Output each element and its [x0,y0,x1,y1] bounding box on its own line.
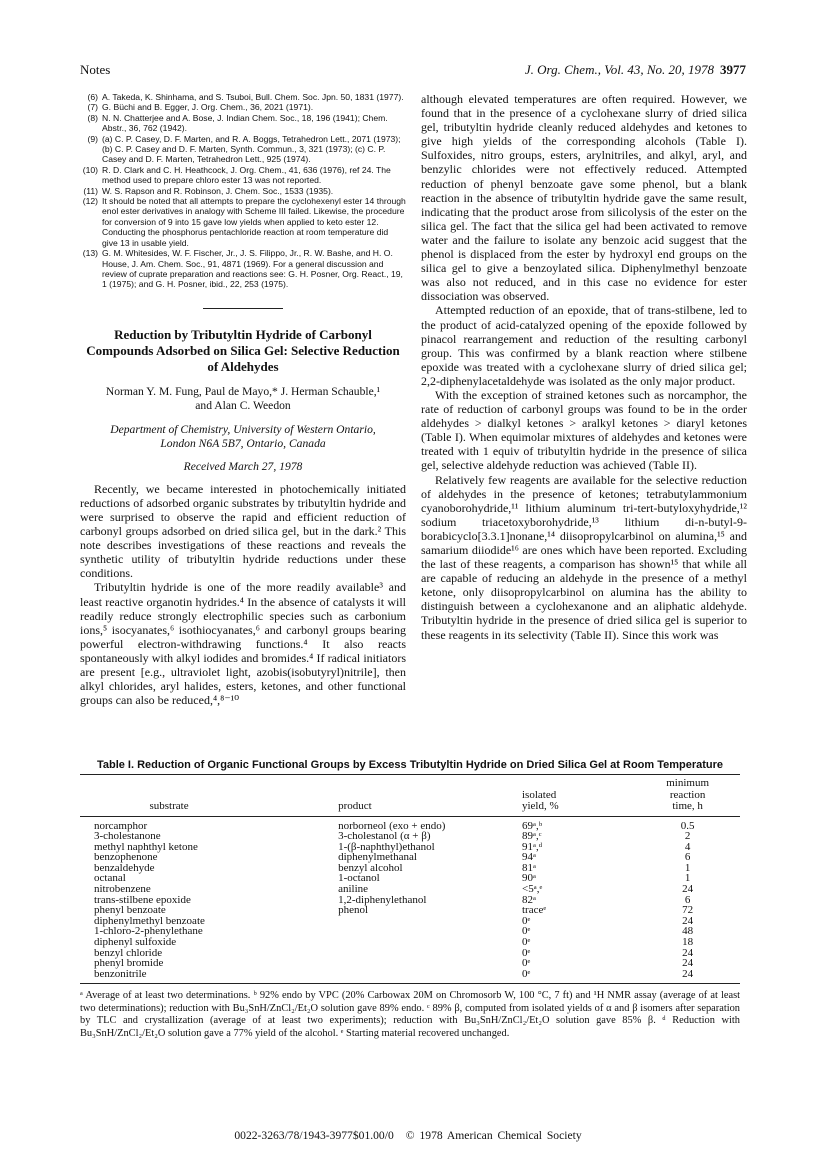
table-body [80,816,740,984]
cell-product [258,937,520,948]
reference-number: (12) [82,196,98,207]
authors-line: Norman Y. M. Fung, Paul de Mayo,* J. Herman Schauble,¹ [105,384,381,398]
article-title: Reduction by Tributyltin Hydride of Carbonyl Compounds Adsorbed on Silica Gel: Selective Reduction of Aldehydes [86,326,400,374]
reference-item [80,113,406,134]
reference-number: (13) [82,248,98,259]
header-line: reaction [669,788,706,801]
cell-product [258,916,520,927]
cell-product: benzyl alcohol [338,861,403,874]
cell-yield: <5ᵃ,ᵉ [521,883,543,896]
running-header-journal [525,62,746,78]
cell-product: norborneol (exo + endo) [338,819,446,832]
reference-text: R. D. Clark and C. H. Heathcock, J. Org. Chem., 41, 636 (1976), ref 24. The method used to prepare chloro ester 13 was not reported. [102,164,391,186]
header-line: isolated [521,788,557,801]
cell-time: 1 [684,861,691,874]
body-paragraph: Recently, we became interested in photochemically initiated reductions of adsorbed organic substrates by tributyltin hydride and were surprised to observe the rapid and efficient reduction of carbonyl groups adsorbed on dried silica gel, but in the dark.² This note describes investigations of these reactions and reveals the synthetic utility of tributyltin hydride reductions under these conditions. [80,481,406,581]
cell-substrate: diphenylmethyl benzoate [94,914,205,927]
cell-yield: 82ᵃ [521,893,536,906]
table-row [80,863,740,874]
body-paragraph: Relatively few reagents are available for the selective reduction of aldehydes in the presence of ketones; tetrabutylammonium cyanoborohydride,¹¹ lithium aluminum tri-tert-butyloxyhydride,¹² sodium triacetoxyborohydride,¹³ lithium di-n-butyl-9-borabicyclo[3.3.1]nonane,¹⁴ diisopropylcarbinol on alumina,¹⁵ and samarium diiodide¹⁶ are ones which have been reported. Excluding the last of these reagents, a comparison has shown¹⁵ that while all are capable of reducing an aldehyde in the presence of a methyl ketone, only diisopropylcarbinol on alumina has the ability to distinguish between a cyclohexanone and an aliphatic aldehyde. Tributyltin hydride in the presence of dried silica gel is superior to these reagents in its selectivity (Table II). Since this work was [421,472,747,642]
header-substrate: substrate [149,800,189,812]
cell-substrate: octanal [94,872,126,885]
header-yield [520,775,635,817]
cell-time: 18 [682,936,694,949]
table-row [80,969,740,984]
reference-item [80,165,406,186]
section-divider [203,308,283,309]
table-footnotes: ᵃ Average of at least two determinations. ᵇ 92% endo by VPC (20% Carbowax 20M on Chromosorb W, 100 °C, 7 ft) and ¹H NMR assay (average of at least two determinations); reduction with Bu₃SnH/ZnCl₂/Et₂O solution gave 89% endo. ᶜ 89% β, computed from isolated yields of α and β isomers after separation by TLC and crystallization (average of at least two experiments); reduction with Bu₃SnH/ZnCl₂/Et₂O solution gave 85% β. ᵈ Reduction with Bu₃SnH/ZnCl₂/Et₂O solution gave a 77% yield of the alcohol. ᵉ Starting material recovered unchanged. [80,990,740,1039]
cell-yield: 0ᵉ [521,936,531,949]
header-line: minimum [666,777,709,789]
cell-substrate: diphenyl sulfoxide [94,936,177,949]
body-paragraph: although elevated temperatures are often required. However, we found that in the presence of a cyclohexane slurry of dried silica gel, tributyltin hydride cleanly reduced aldehydes and ketones to give high yields of the corresponding alcohols (Table I). Sulfoxides, nitro groups, esters, arylnitriles, and alkyl, aryl, and benzylic chlorides were not effectively reduced. Attempted reduction of phenyl benzoate gave some phenol, but a blank reaction in the absence of tributyltin hydride gave the same result, indicating that the product arose from silicolysis of the ester on the silica gel. The fact that the silica gel had been activated to remove water and the failure to isolate any benzoic acid suggest that the phenol is displaced from the ester by hydroxyl end groups on the silica gel to give a benzoylated silica. Diphenylmethyl benzoate was also not reduced, and in this case no evidence for ester dissociation was observed. [421,92,747,304]
left-column [80,92,406,707]
cell-yield: 81ᵃ [521,861,536,874]
cell-product: 3-cholestanol (α + β) [338,830,431,843]
reference-item [80,92,406,102]
cell-substrate: phenyl bromide [94,957,164,970]
running-header-section: Notes [80,62,111,77]
cell-time: 24 [682,914,694,927]
cell-time: 24 [682,946,694,959]
affiliation-line: Department of Chemistry, University of Western Ontario, [110,422,376,436]
results-table [80,774,740,984]
header-line: time, h [672,800,703,812]
cell-time: 2 [684,830,691,843]
cell-substrate: benzaldehyde [94,861,155,874]
cell-yield: 0ᵉ [521,946,531,959]
cell-product: aniline [338,883,369,896]
cell-product: phenol [338,904,369,917]
table-caption: Table I. Reduction of Organic Functional Groups by Excess Tributyltin Hydride on Dried Silica Gel at Room Temperature [96,759,724,771]
cell-yield: traceᵉ [521,904,547,917]
right-column [421,92,747,642]
body-paragraph: With the exception of strained ketones such as norcamphor, the rate of reduction of carbonyl groups was found to be in the order aldehydes > dialkyl ketones > aralkyl ketones > diaryl ketones (Table I). When equimolar mixtures of aldehydes and ketones were treated with 1 equiv of tributyltin hydride in the presence of silica gel, selective aldehyde reduction was achieved (Table II). [421,387,747,473]
reference-item [80,196,406,248]
cell-time: 6 [684,851,691,864]
cell-time: 0.5 [680,819,695,832]
affiliation [80,423,406,451]
cell-substrate: phenyl benzoate [94,904,166,917]
table-row [80,926,740,937]
footer-code: 0022-3263/78/1943-3977$01.00/0 [234,1129,394,1142]
cell-substrate: 3-cholestanone [94,830,161,843]
cell-product [258,926,520,937]
body-paragraph: Tributyltin hydride is one of the more readily available³ and least reactive organotin hydrides.⁴ In the absence of catalysts it will readily reduce strongly electrophilic species such as carbonium ions,⁵ isocyanates,⁶ isothiocyanates,⁶ and carbonyl groups bearing powerful electron-withdrawing functions.⁴ It also reacts spontaneously with alkyl iodides and bromides.⁴ If radical initiators are present [e.g., ultraviolet light, azobis(isobutyryl)nitrile], then alkyl chlorides, aryl halides, esters, ketones, and other functional groups can also be reduced,⁴,⁸⁻¹⁰ [80,580,406,708]
table-row [80,958,740,969]
cell-product [258,948,520,959]
cell-time: 6 [684,893,691,906]
cell-yield: 90ᵃ [521,872,536,885]
cell-yield: 91ᵃ,ᵈ [521,840,543,853]
cell-substrate: norcamphor [94,819,148,832]
table-1 [80,759,740,1040]
cell-time: 24 [682,967,694,980]
page-footer [0,1129,816,1142]
affiliation-line: London N6A 5B7, Ontario, Canada [160,436,326,450]
table-header-row [80,775,740,817]
cell-time: 4 [684,840,691,853]
table-row [80,895,740,906]
cell-product: 1,2-diphenylethanol [338,893,427,906]
cell-yield: 94ᵃ [521,851,536,864]
reference-item [80,248,406,290]
reference-number: (7) [87,102,98,113]
cell-product: 1-(β-naphthyl)ethanol [338,840,435,853]
reference-list [80,92,406,290]
reference-text: N. N. Chatterjee and A. Bose, J. Indian Chem. Soc., 18, 196 (1941); Chem. Abstr., 36, 762 (1942). [102,112,388,134]
cell-substrate: benzophenone [94,851,158,864]
cell-product: 1-octanol [338,872,380,885]
received-date: Received March 27, 1978 [183,459,303,473]
reference-number: (6) [87,92,98,102]
footer-copyright: © 1978 American Chemical Society [405,1129,582,1142]
table-row [80,816,740,831]
header-line: yield, % [521,800,559,812]
cell-substrate: benzyl chloride [94,946,163,959]
reference-text: W. S. Rapson and R. Robinson, J. Chem. Soc., 1533 (1935). [102,185,334,196]
cell-time: 1 [684,872,691,885]
reference-item [80,102,406,112]
cell-substrate: methyl naphthyl ketone [94,840,198,853]
cell-time: 24 [682,957,694,970]
header-product: product [338,800,372,812]
cell-yield: 89ᵃ,ᶜ [521,830,542,843]
table-row [80,852,740,863]
cell-time: 48 [682,925,694,938]
table-row [80,937,740,948]
reference-item [80,186,406,196]
author-list [80,385,406,413]
table-row [80,948,740,959]
reference-number: (11) [83,185,98,196]
reference-item [80,134,406,165]
cell-product [258,958,520,969]
reference-number: (10) [82,164,98,175]
cell-yield: 0ᵉ [521,967,531,980]
reference-text: (a) C. P. Casey, D. F. Marten, and R. A. Boggs, Tetrahedron Lett., 2071 (1973); (b) C. P. Casey and D. F. Marten, Synth. Commun., 3, 321 (1973); (c) C. P. Casey and D. F. Marten, Tetrahedron Lett., 925 (1974). [102,133,401,165]
reference-text: G. M. Whitesides, W. F. Fischer, Jr., J. S. Filippo, Jr., R. W. Bashe, and H. O. House, J. Am. Chem. Soc., 91, 4871 (1969). For a general discussion and review of cuprate preparation and reactions see: G. H. Posner, Org. React., 19, 1 (1975); and G. H. Posner, ibid., 22, 253 (1975). [102,248,403,290]
reference-text: G. Büchi and B. Egger, J. Org. Chem., 36, 2021 (1971). [102,102,314,113]
cell-time: 72 [682,904,694,917]
cell-substrate: benzonitrile [94,967,147,980]
cell-yield: 69ᵃ,ᵇ [521,819,543,832]
reference-text: It should be noted that all attempts to prepare the cyclohexenyl ester 14 through enol ester derivatives in analogy with Scheme III failed. Likewise, the procedure for conversion of 9 into 15 gave low yields when applied to keto ester 12. Conducting the phosphorus pentachloride reaction at room temperature did give 13 in usable yield. [102,196,406,248]
table-row [80,873,740,884]
cell-substrate: trans-stilbene epoxide [94,893,191,906]
body-paragraph: Attempted reduction of an epoxide, that of trans-stilbene, led to the product of acid-catalyzed opening of the epoxide followed by pinacol rearrangement and reduction of the resulting carbonyl group. This was confirmed by a blank reaction where stilbene epoxide was treated with a cyclohexane slurry of dried silica gel; 2,2-diphenylacetaldehyde was isolated as the only major product. [421,303,747,388]
cell-yield: 0ᵉ [521,957,531,970]
reference-text: A. Takeda, K. Shinhama, and S. Tsuboi, Bull. Chem. Soc. Jpn. 50, 1831 (1977). [102,92,404,102]
authors-line: and Alan C. Weedon [195,398,291,412]
reference-number: (8) [87,112,98,123]
cell-yield: 0ᵉ [521,914,531,927]
cell-product [258,969,520,984]
header-time [635,775,740,817]
reference-number: (9) [87,133,98,144]
cell-substrate: nitrobenzene [94,883,151,896]
page-number: 3977 [720,62,746,77]
cell-substrate: 1-chloro-2-phenylethane [94,925,203,938]
cell-yield: 0ᵉ [521,925,531,938]
journal-citation: J. Org. Chem., Vol. 43, No. 20, 1978 [524,62,714,77]
cell-product: diphenylmethanal [338,851,417,864]
cell-time: 24 [682,883,694,896]
